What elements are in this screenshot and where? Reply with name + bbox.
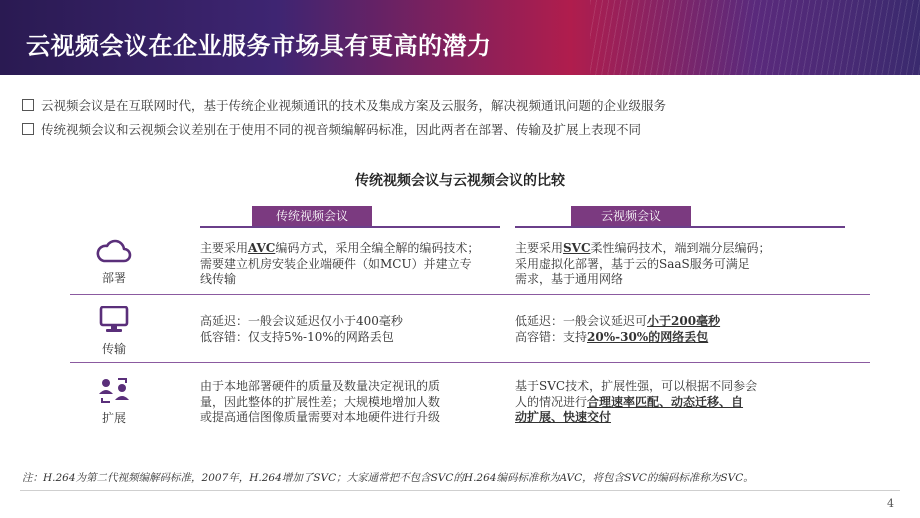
row-label-deploy: 部署 (101, 271, 126, 285)
traditional-expansion-cell: 由于本地部署硬件的质量及数量决定视讯的质 量，因此整体的扩展性差；大规模地增加人数 或提高通信图像质量需要对本地硬件进行升级 (200, 379, 441, 424)
banner-decoration (590, 0, 920, 75)
bullet-item: 云视频会议是在互联网时代，基于传统企业视频通讯的技术及集成方案及云服务，解决视频通讯问题的企业级服务 (22, 94, 666, 118)
page-title: 云视频会议在企业服务市场具有更高的潜力 (26, 31, 492, 60)
cloud-icon (94, 237, 134, 265)
cloud-deploy-cell: 主要采用SVC柔性编码技术，端到端分层编码； 采用虚拟化部署，基于云的SaaS服务可满足 需求，基于通用网络 (515, 241, 771, 286)
row-label-expansion: 扩展 (101, 411, 126, 425)
cloud-expansion-cell: 基于SVC技术，扩展性强，可以根据不同参会 人的情况进行合理速率匹配、动态迁移、自 动扩展、快速交付 (515, 379, 758, 424)
traditional-deploy-cell: 主要采用AVC编码方式，采用全编全解的编码技术； 需要建立机房安装企业端硬件（如MCU）并建立专 线传输 (200, 241, 480, 286)
column-header-cloud: 云视频会议 (571, 206, 691, 226)
footer-divider (20, 490, 900, 491)
row-divider (70, 362, 870, 363)
title-banner (0, 0, 920, 75)
header-underline-cloud (515, 226, 845, 228)
monitor-icon (94, 306, 134, 334)
expand-icon (94, 376, 134, 404)
column-header-traditional: 传统视频会议 (252, 206, 372, 226)
cloud-transmission-cell: 低延迟：一般会议延迟可小于200毫秒 高容错：支持20%-30%的网络丢包 (515, 314, 721, 344)
bullet-list (22, 94, 666, 142)
traditional-transmission-cell: 高延迟：一般会议延迟仅小于400毫秒 低容错：仅支持5%-10%的网路丢包 (200, 314, 403, 344)
bullet-item: 传统视频会议和云视频会议差别在于使用不同的视音频编解码标准，因此两者在部署、传输及扩展上表现不同 (22, 118, 666, 142)
footnote: 注：H.264为第二代视频编解码标准，2007年，H.264增加了SVC；大家通常把不包含SVC的H.264编码标准称为AVC，将包含SVC的编码标准称为SVC。 (22, 472, 754, 484)
page-number: 4 (887, 497, 894, 510)
comparison-title: 传统视频会议与云视频会议的比较 (355, 173, 565, 189)
header-underline-traditional (200, 226, 500, 228)
checkbox-icon (22, 123, 34, 135)
row-label-transmission: 传输 (101, 342, 126, 356)
checkbox-icon (22, 99, 34, 111)
row-divider (70, 294, 870, 295)
